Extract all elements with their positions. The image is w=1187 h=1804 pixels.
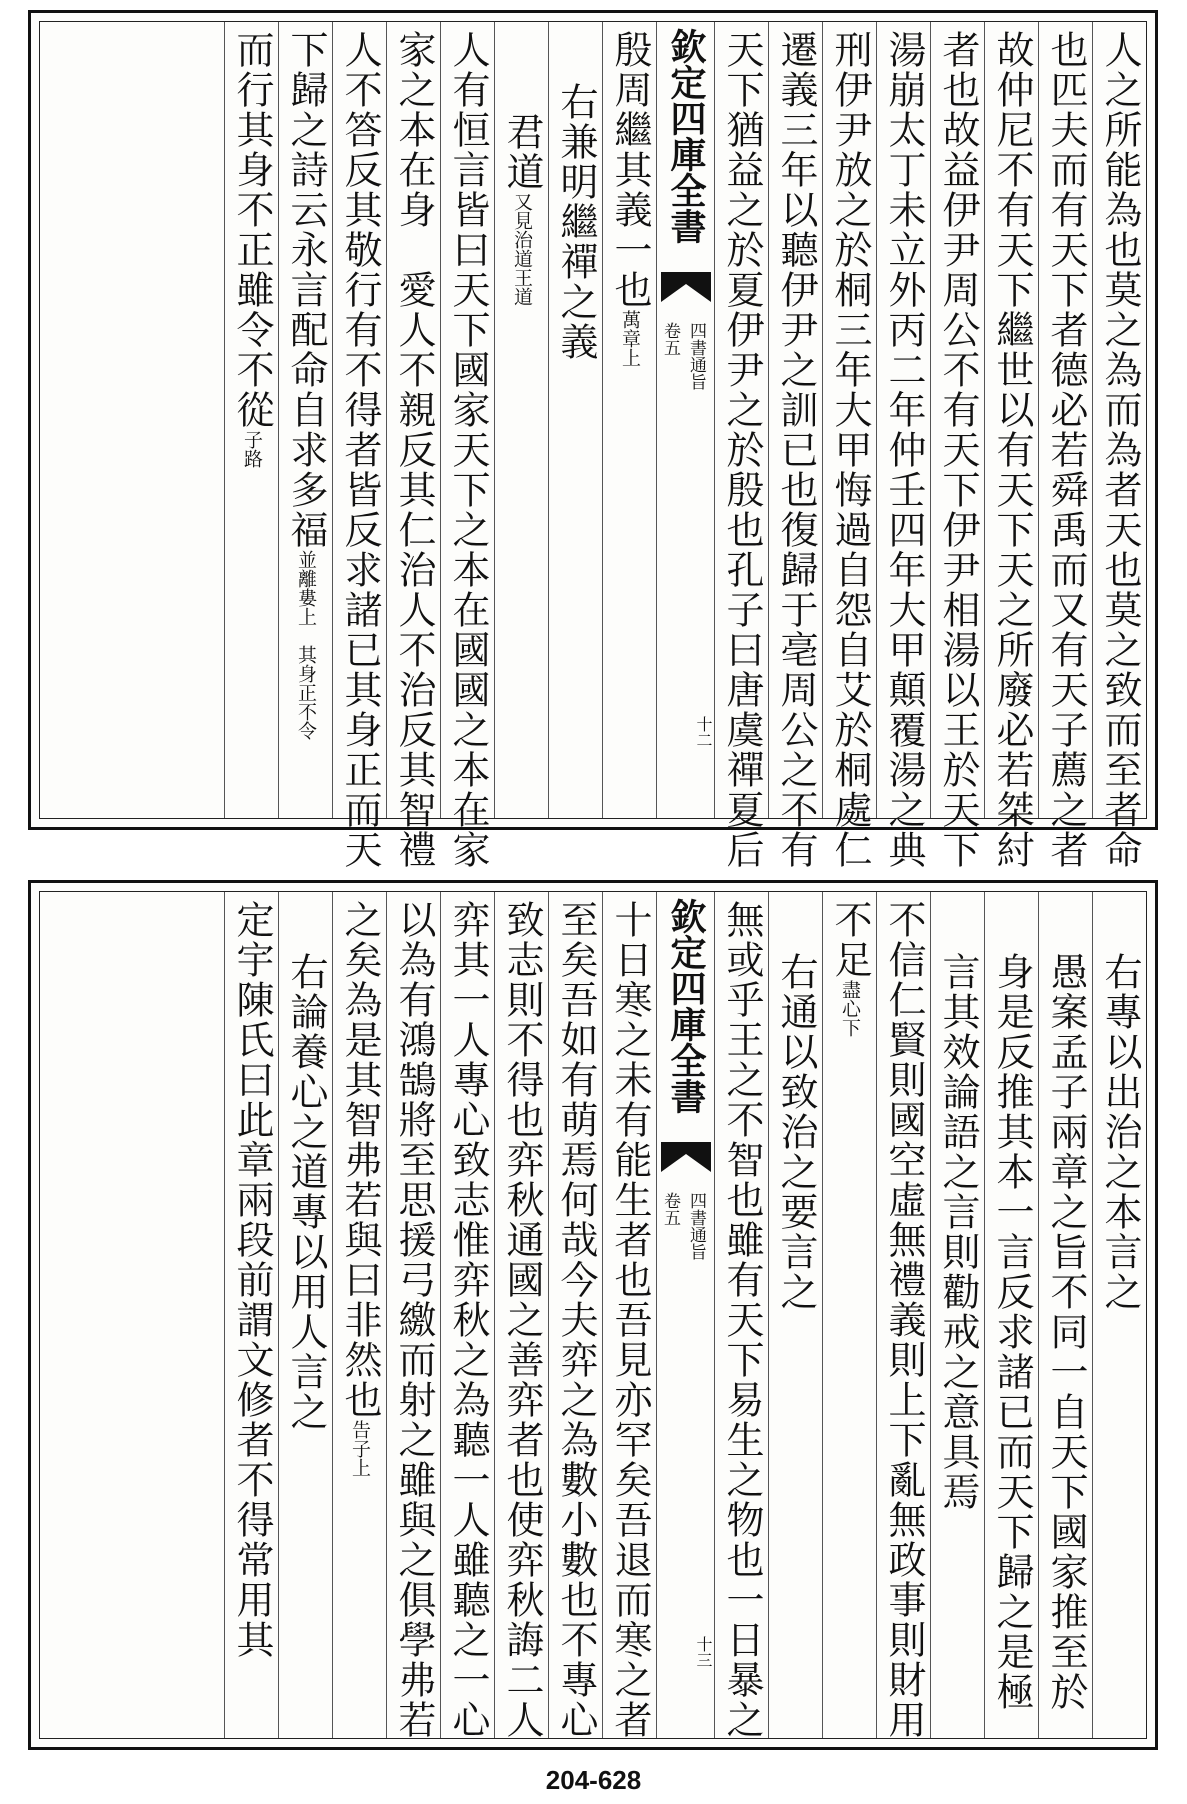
- text-column: [1038, 22, 1092, 870]
- text-column: [548, 892, 602, 1738]
- text-column: [386, 892, 440, 1738]
- text-column: [332, 22, 386, 870]
- text-column: [332, 892, 386, 1738]
- top-page: [28, 10, 1158, 870]
- source-note: 並離婁上 其身正不令: [295, 550, 317, 740]
- column-text: [225, 900, 279, 1660]
- main-text: 以為有鴻鵠將至思援弓繳而射之雖與之俱學弗若: [392, 900, 436, 1740]
- column-text: 天下猶益之於夏伊尹之於殷也孔子曰唐虞禪夏后: [720, 30, 764, 870]
- source-note: 萬章上: [619, 310, 641, 367]
- main-text: 人有恒言皆曰天下國家天下之本在國國之本在家: [446, 30, 490, 870]
- column-text: [333, 900, 387, 1477]
- text-column: [494, 22, 548, 818]
- text-column: [602, 892, 656, 1738]
- commentary-text: 愚案孟子兩章之旨不同一自天下國家推至於: [1044, 952, 1088, 1712]
- column-text: [1039, 952, 1093, 1712]
- section-heading: 右論養心之道專以用人言之: [284, 952, 328, 1432]
- top-page-frame: [39, 21, 1147, 870]
- section-heading: 右專以出治之本言之: [1098, 952, 1142, 1312]
- text-column: [278, 892, 332, 1738]
- main-text: 不足: [828, 900, 872, 980]
- bottom-page: [28, 880, 1158, 1750]
- center-fold: [656, 22, 714, 818]
- text-column: [224, 892, 278, 1738]
- fish-tail-icon: [661, 1142, 711, 1172]
- main-text: 十日寒之未有能生者也吾見亦罕矣吾退而寒之者: [608, 900, 652, 1740]
- column-text: [333, 30, 387, 870]
- text-column: [930, 22, 984, 870]
- main-text: 下歸之詩云永言配命自求多福: [284, 30, 328, 550]
- section-heading: 右兼明繼禪之義: [554, 82, 598, 362]
- fold-volume: 卷五: [660, 322, 680, 356]
- main-text: 人不答反其敬行有不得者皆反求諸已其身正而天: [338, 30, 382, 870]
- commentary-text: 言其效論語之言則勸戒之意具焉: [936, 952, 980, 1512]
- fish-tail-icon: [661, 272, 711, 302]
- text-column: [714, 892, 768, 1738]
- column-text: [769, 952, 823, 1312]
- text-column: [602, 22, 656, 818]
- text-column: [984, 892, 1038, 1738]
- fold-book: 四書通旨: [686, 1192, 706, 1260]
- cross-reference-note: 又見治道王道: [511, 192, 533, 306]
- text-column: [768, 22, 822, 870]
- main-text: 之矣為是其智弗若與曰非然也: [338, 900, 382, 1420]
- main-text: 至矣吾如有萌焉何哉今夫弈之為數小數也不專心: [554, 900, 598, 1740]
- page-reference-number: 204-628: [545, 1765, 642, 1795]
- bottom-columns: [40, 892, 1146, 1738]
- main-text: 無或乎王之不智也雖有天下易生之物也一日暴之: [720, 900, 764, 1740]
- text-column: [930, 892, 984, 1738]
- main-text: 不信仁賢則國空虛無禮義則上下亂無政事則財用: [882, 900, 926, 1740]
- column-text: 者也故益伊尹周公不有天下伊尹相湯以王於天下: [936, 30, 980, 870]
- source-note: 盡心下: [839, 980, 861, 1037]
- fold-book: 四書通旨: [686, 322, 706, 390]
- column-text: [387, 900, 441, 1740]
- column-text: [603, 30, 657, 367]
- column-text: 故仲尼不有天下繼世以有天下天之所廢必若桀紂: [990, 30, 1034, 870]
- text-column: [1092, 892, 1146, 1738]
- column-text: 也匹夫而有天下者德必若舜禹而又有天子薦之者: [1044, 30, 1088, 870]
- text-column: [822, 892, 876, 1738]
- column-text: [495, 900, 549, 1740]
- column-text: [715, 900, 769, 1740]
- fold-page-number: 十三: [694, 1636, 713, 1668]
- column-text: [931, 952, 985, 1512]
- column-text: [441, 900, 495, 1740]
- column-text: [603, 900, 657, 1740]
- main-text: 弈其一人專心致志惟弈秋之為聽一人雖聽之一心: [446, 900, 490, 1740]
- column-text: [495, 112, 549, 306]
- fold-title: 欽定四庫全書: [665, 898, 707, 1114]
- commentary-text: 身是反推其本一言反求諸已而天下歸之是極: [990, 952, 1034, 1712]
- text-column: [494, 892, 548, 1738]
- text-column: [1038, 892, 1092, 1738]
- column-text: 刑伊尹放之於桐三年大甲悔過自怨自艾於桐處仁: [828, 30, 872, 870]
- column-text: [387, 30, 441, 870]
- text-column: [822, 22, 876, 870]
- center-fold: [656, 892, 714, 1738]
- top-columns: [40, 22, 1146, 870]
- main-text: 致志則不得也弈秋通國之善弈者也使弈秋誨二人: [500, 900, 544, 1740]
- column-text: 湯崩太丁未立外丙二年仲壬四年大甲顛覆湯之典: [882, 30, 926, 870]
- fold-page-number: 十二: [694, 716, 713, 748]
- text-column: [386, 22, 440, 870]
- text-column: [1092, 22, 1146, 870]
- topic-heading: 君道: [500, 112, 544, 192]
- bottom-page-frame: [39, 891, 1147, 1739]
- column-text: [985, 952, 1039, 1712]
- column-text: [1093, 952, 1147, 1312]
- main-text: 而行其身不正雖令不從: [230, 30, 274, 430]
- column-text: [279, 30, 333, 740]
- column-text: [823, 900, 877, 1037]
- column-text: [441, 30, 495, 870]
- column-text: [225, 30, 279, 468]
- column-text: [549, 900, 603, 1740]
- text-column: [984, 22, 1038, 870]
- text-column: [440, 22, 494, 870]
- text-column: [876, 892, 930, 1738]
- source-note: 告子上: [349, 1420, 371, 1477]
- text-column: [440, 892, 494, 1738]
- main-text: 家之本在身 愛人不親反其仁治人不治反其智禮: [392, 30, 436, 870]
- column-text: [279, 952, 333, 1432]
- text-column: [714, 22, 768, 870]
- column-text: [877, 900, 931, 1740]
- section-heading: 右通以致治之要言之: [774, 952, 818, 1312]
- main-text: 定宇陳氏曰此章兩段前謂文修者不得常用其: [230, 900, 274, 1660]
- source-note: 子路: [241, 430, 263, 468]
- main-text: 殷周繼其義一也: [608, 30, 652, 310]
- fold-title: 欽定四庫全書: [665, 28, 707, 244]
- text-column: [548, 22, 602, 818]
- column-text: 遷義三年以聽伊尹之訓已也復歸于亳周公之不有: [774, 30, 818, 870]
- text-column: [876, 22, 930, 870]
- text-column: [224, 22, 278, 818]
- text-column: [768, 892, 822, 1738]
- fold-volume: 卷五: [660, 1192, 680, 1226]
- text-column: [278, 22, 332, 818]
- column-text: [549, 82, 603, 362]
- column-text: 人之所能為也莫之為而為者天也莫之致而至者命: [1098, 30, 1142, 870]
